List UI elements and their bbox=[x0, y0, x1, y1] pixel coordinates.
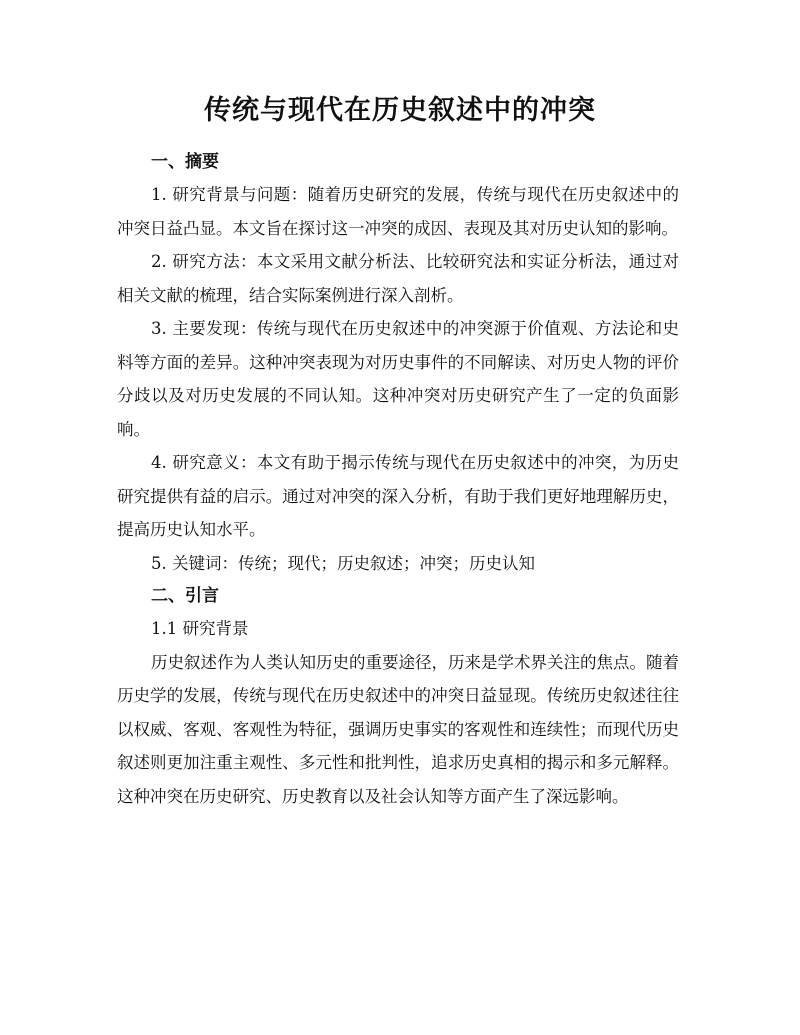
subsection-heading-background: 1.1 研究背景 bbox=[151, 619, 249, 638]
abstract-item-background: 1. 研究背景与问题：随着历史研究的发展，传统与现代在历史叙述中的冲突日益凸显。本文旨在探讨这一冲突的成因、表现及其对历史认知的影响。 bbox=[117, 185, 679, 238]
abstract-item-keywords: 5. 关键词：传统；现代；历史叙述；冲突；历史认知 bbox=[151, 553, 535, 573]
section-heading-abstract: 一、摘要 bbox=[151, 152, 219, 172]
document-title: 传统与现代在历史叙述中的冲突 bbox=[204, 95, 596, 126]
abstract-item-significance: 4. 研究意义：本文有助于揭示传统与现代在历史叙述中的冲突，为历史研究提供有益的启示。通过对冲突的深入分析，有助于我们更好地理解历史，提高历史认知水平。 bbox=[117, 453, 679, 539]
abstract-item-findings: 3. 主要发现：传统与现代在历史叙述中的冲突源于价值观、方法论和史料等方面的差异。这种冲突表现为对历史事件的不同解读、对历史人物的评价分歧以及对历史发展的不同认知。这种冲突对历史研究产生了一定的负面影响。 bbox=[117, 319, 679, 439]
section-heading-introduction: 二、引言 bbox=[151, 586, 219, 606]
introduction-paragraph: 历史叙述作为人类认知历史的重要途径，历来是学术界关注的焦点。随着历史学的发展，传统与现代在历史叙述中的冲突日益显现。传统历史叙述往往以权威、客观、客观性为特征，强调历史事实的客观性和连续性；而现代历史叙述则更加注重主观性、多元性和批判性，追求历史真相的揭示和多元解释。这种冲突在历史研究、历史教育以及社会认知等方面产生了深远影响。 bbox=[117, 652, 679, 806]
document-body bbox=[117, 146, 679, 813]
abstract-item-methods: 2. 研究方法：本文采用文献分析法、比较研究法和实证分析法，通过对相关文献的梳理，结合实际案例进行深入剖析。 bbox=[117, 252, 679, 305]
